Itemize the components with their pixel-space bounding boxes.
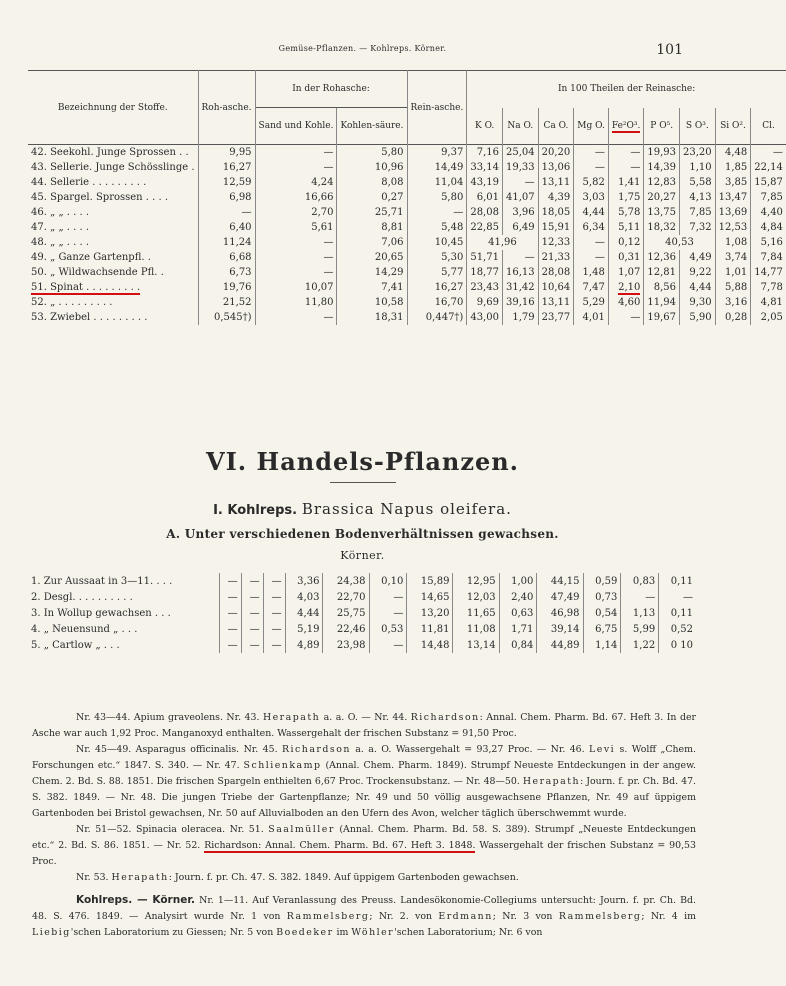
- table-cell: 4,84: [751, 220, 786, 235]
- table-cell: 2,05: [751, 310, 786, 325]
- table-cell: 22,14: [751, 160, 786, 175]
- table-row: [28, 310, 786, 325]
- table-cell: 41,96: [467, 235, 538, 250]
- table-cell: 10,58: [337, 295, 407, 310]
- table-cell: 25,04: [502, 145, 538, 161]
- col-cl-header: Cl.: [751, 108, 786, 145]
- table-cell: 2,40: [499, 589, 537, 605]
- table-cell: 4,24: [255, 175, 337, 190]
- table-cell: 5,90: [680, 310, 716, 325]
- table-row: [28, 265, 786, 280]
- table-cell: 1,48: [574, 265, 609, 280]
- row-label: 3. In Wollup gewachsen . . .: [31, 607, 171, 619]
- table-cell: 7,06: [337, 235, 407, 250]
- table-cell: 4,40: [751, 205, 786, 220]
- table-cell: 1,75: [608, 190, 644, 205]
- table-cell: 6,01: [467, 190, 503, 205]
- table-cell: 10,45: [407, 235, 467, 250]
- table-cell: 12,83: [644, 175, 680, 190]
- table-cell: 4,60: [608, 295, 644, 310]
- row-label: 49. „ Ganze Gartenpfl. .: [31, 252, 151, 263]
- table-cell: 33,14: [467, 160, 503, 175]
- note-51-52: Nr. 51—52. Spinacia oleracea. Nr. 51. Saalmüller (Annal. Chem. Pharm. Bd. 58. S. 389). Strumpf „Neueste Entdeckungen etc.“ 2. Bd. S. 86. 1851. — Nr. 52. Richardson: Annal. Chem. Pharm. Bd. 67. Heft 3. 1848. Wassergehalt der frischen Substanz = 90,53 Proc.: [32, 824, 696, 867]
- col-po5-header: P O⁵.: [644, 108, 680, 145]
- table-row: [28, 637, 696, 653]
- table-cell: 5,82: [574, 175, 609, 190]
- table-cell: 44,15: [537, 573, 583, 589]
- table-cell: 6,98: [198, 190, 255, 205]
- table-cell: 5,58: [680, 175, 716, 190]
- table-cell: [608, 280, 644, 295]
- table-row: [28, 280, 786, 295]
- table-cell: 43,19: [467, 175, 503, 190]
- table-cell: —: [574, 145, 609, 161]
- table-cell: 4,39: [538, 190, 574, 205]
- table-cell: 0,59: [583, 573, 621, 589]
- table-row: [28, 573, 696, 589]
- table-cell: 22,46: [323, 621, 369, 637]
- table-cell: 14,39: [644, 160, 680, 175]
- row-label: 1. Zur Aussaat in 3—11. . . .: [31, 575, 173, 587]
- table-cell: 43,00: [467, 310, 503, 325]
- table-cell: 8,56: [644, 280, 680, 295]
- table-cell: 5,88: [715, 280, 751, 295]
- table-cell: —: [241, 573, 263, 589]
- table-cell: 7,16: [467, 145, 503, 161]
- note-45-49: Nr. 45—49. Asparagus officinalis. Nr. 45. Richardson a. a. O. Wassergehalt = 93,27 Proc. — Nr. 46. Levi s. Wolff „Chem. Forschungen etc.“ 1847. S. 340. — Nr. 47. Schlienkamp (Annal. Chem. Pharm. 1849). Strumpf Neueste Entdeckungen in der angew. Chem. 2. Bd. S. 88. 1851. Die frischen Spargeln enthielten 6,67 Proc. Trockensubstanz. — Nr. 48—50. Herapath: Journ. f. pr. Ch. Bd. 47. S. 382. 1849. — Nr. 48. Die jungen Triebe der Gartenpflanze; Nr. 49 und 50 völlig ausgewachsene Pflanzen, Nr. 49 auf üppigem Gartenboden bei Bristol gewachsen, Nr. 50 auf Alluvialboden an den Ufern des Avon, welcher täglich überschwemmt wurde.: [32, 744, 697, 819]
- table-cell: 12,53: [715, 220, 751, 235]
- table-cell: 20,65: [337, 250, 407, 265]
- row-label: 4. „ Neuensund „ . . .: [31, 623, 138, 635]
- table-cell: 1,41: [608, 175, 644, 190]
- title-rule: [330, 482, 396, 483]
- table-cell: 20,20: [538, 145, 574, 161]
- table-cell: 7,85: [680, 205, 716, 220]
- table-cell: 3,03: [574, 190, 609, 205]
- col-rein-header: Rein-asche.: [407, 71, 467, 145]
- table-cell: 5,80: [337, 145, 407, 161]
- table-cell: 12,81: [644, 265, 680, 280]
- table-cell: 0,53: [369, 621, 407, 637]
- table-cell: —: [407, 205, 467, 220]
- table-cell: —: [219, 621, 241, 637]
- table-cell: —: [369, 589, 407, 605]
- table-cell: 5,80: [407, 190, 467, 205]
- table-cell: —: [574, 250, 609, 265]
- table-cell: 0 10: [659, 637, 696, 653]
- table-cell: 4,81: [751, 295, 786, 310]
- table-cell: 1,08: [715, 235, 751, 250]
- table-cell: —: [255, 145, 337, 161]
- table-cell: 3,74: [715, 250, 751, 265]
- table-cell: —: [369, 605, 407, 621]
- table-cell: —: [241, 589, 263, 605]
- table-cell: —: [255, 265, 337, 280]
- table-row: [28, 190, 786, 205]
- col-label-header: Bezeichnung der Stoffe.: [57, 102, 168, 113]
- table-cell: 13,20: [407, 605, 453, 621]
- table-row: [28, 145, 786, 161]
- table-cell: 1,79: [502, 310, 538, 325]
- table-cell: —: [255, 250, 337, 265]
- table-cell: 13,14: [453, 637, 499, 653]
- table-cell: 8,81: [337, 220, 407, 235]
- table-cell: —: [574, 235, 609, 250]
- table-cell: —: [241, 605, 263, 621]
- table-cell: 1,10: [680, 160, 716, 175]
- table-cell: 0,545†): [198, 310, 255, 325]
- table-cell: 1,07: [608, 265, 644, 280]
- table-cell: 14,65: [407, 589, 453, 605]
- table-cell: 12,59: [198, 175, 255, 190]
- section-title: VI. Handels-Pflanzen.: [205, 447, 520, 476]
- row-label: 47. „ „ . . . .: [31, 222, 90, 233]
- table-cell: 5,29: [574, 295, 609, 310]
- table-cell: 3,36: [285, 573, 323, 589]
- table-cell: 19,67: [644, 310, 680, 325]
- table-cell: 41,07: [502, 190, 538, 205]
- table-cell: 10,07: [255, 280, 337, 295]
- table-row: [28, 621, 696, 637]
- table-cell: 21,33: [538, 250, 574, 265]
- table-cell: 5,19: [285, 621, 323, 637]
- table-cell: 51,71: [467, 250, 503, 265]
- table-cell: 22,70: [323, 589, 369, 605]
- table-cell: 4,13: [680, 190, 716, 205]
- table-cell: 7,78: [751, 280, 786, 295]
- table-cell: 23,43: [467, 280, 503, 295]
- table-cell: 11,24: [198, 235, 255, 250]
- table-cell: 6,68: [198, 250, 255, 265]
- table-cell: 11,65: [453, 605, 499, 621]
- table-cell: —: [255, 235, 337, 250]
- col-so3-header: S O³.: [680, 108, 716, 145]
- col-in-der-header: In der Rohasche:: [255, 71, 407, 108]
- table-cell: 9,95: [198, 145, 255, 161]
- table-cell: 9,69: [467, 295, 503, 310]
- table-cell: 19,76: [198, 280, 255, 295]
- table-cell: —: [502, 175, 538, 190]
- col-in100-header: In 100 Theilen der Reinasche:: [467, 71, 786, 108]
- table-cell: 1,01: [715, 265, 751, 280]
- ash-analysis-table: [28, 70, 786, 325]
- table-row: [28, 160, 786, 175]
- col-nao-header: Na O.: [502, 108, 538, 145]
- subsection-title: [0, 500, 725, 518]
- table-cell: —: [219, 573, 241, 589]
- table-cell: 0,11: [659, 573, 696, 589]
- kohlreps-table: [28, 573, 696, 653]
- table-cell: 31,42: [502, 280, 538, 295]
- table-cell: 12,33: [538, 235, 574, 250]
- table-cell: 7,32: [680, 220, 716, 235]
- table-cell: 5,99: [621, 621, 659, 637]
- table-row: [28, 295, 786, 310]
- col-fe2o3-header: Fe²O³.: [611, 120, 641, 131]
- table-cell: 0,11: [659, 605, 696, 621]
- page-number: 101: [656, 42, 683, 58]
- table-cell: 22,85: [467, 220, 503, 235]
- table-cell: 10,96: [337, 160, 407, 175]
- table-cell: 46,98: [537, 605, 583, 621]
- row-label: 42. Seekohl. Junge Sprossen . .: [31, 147, 189, 158]
- table-cell: 0,63: [499, 605, 537, 621]
- table-cell: 0,27: [337, 190, 407, 205]
- table-cell: 39,14: [537, 621, 583, 637]
- table-cell: —: [263, 573, 285, 589]
- table-cell: 18,32: [644, 220, 680, 235]
- table-cell: 9,30: [680, 295, 716, 310]
- table-cell: 44,89: [537, 637, 583, 653]
- table-cell: 4,48: [715, 145, 751, 161]
- table-cell: 21,52: [198, 295, 255, 310]
- table-cell: 10,64: [538, 280, 574, 295]
- table-cell: 14,48: [407, 637, 453, 653]
- running-header: Gemüse-Pflanzen. — Kohlreps. Körner.: [278, 44, 447, 53]
- table-cell: 18,77: [467, 265, 503, 280]
- table-cell: 19,33: [502, 160, 538, 175]
- table-row: [28, 175, 786, 190]
- row-label: 46. „ „ . . . .: [31, 207, 90, 218]
- table-cell: 16,27: [198, 160, 255, 175]
- table-cell: 11,81: [407, 621, 453, 637]
- table-cell: —: [219, 589, 241, 605]
- row-label: 44. Sellerie . . . . . . . . .: [31, 177, 147, 188]
- table-cell: 6,75: [583, 621, 621, 637]
- table-cell: 0,447†): [407, 310, 467, 325]
- table-cell: 15,87: [751, 175, 786, 190]
- table-cell: 7,84: [751, 250, 786, 265]
- table-cell: —: [608, 310, 644, 325]
- table-cell: 13,69: [715, 205, 751, 220]
- table-cell: 13,75: [644, 205, 680, 220]
- subsection-subtitle: A. Unter verschiedenen Bodenverhältnissen gewachsen.: [166, 527, 559, 541]
- table-cell: —: [198, 205, 255, 220]
- table-cell: 6,73: [198, 265, 255, 280]
- table-cell: 1,00: [499, 573, 537, 589]
- table-cell: 11,08: [453, 621, 499, 637]
- table-cell: —: [255, 160, 337, 175]
- col-ko-header: K O.: [467, 108, 503, 145]
- table-cell: 1,85: [715, 160, 751, 175]
- row-label: 43. Sellerie. Junge Schösslinge .: [31, 162, 195, 173]
- table-cell: 1,14: [583, 637, 621, 653]
- subsection-koerner: Körner.: [340, 549, 385, 562]
- table-cell: 40,53: [644, 235, 715, 250]
- table-cell: 6,49: [502, 220, 538, 235]
- table-cell: 4,44: [574, 205, 609, 220]
- table-cell: —: [263, 589, 285, 605]
- col-sio2-header: Si O².: [715, 108, 751, 145]
- table-cell: 28,08: [467, 205, 503, 220]
- table-cell: 6,34: [574, 220, 609, 235]
- table-cell: —: [608, 160, 644, 175]
- table-cell: 1,13: [621, 605, 659, 621]
- table-cell: 14,29: [337, 265, 407, 280]
- table-cell: 18,05: [538, 205, 574, 220]
- table-cell: 0,12: [608, 235, 644, 250]
- table-cell: 3,85: [715, 175, 751, 190]
- table-cell: 23,20: [680, 145, 716, 161]
- row-label: 50. „ Wildwachsende Pfl. .: [31, 267, 164, 278]
- table-cell: 12,36: [644, 250, 680, 265]
- table-cell: 12,95: [453, 573, 499, 589]
- note-kohlreps: Kohlreps. — Körner. Nr. 1—11. Auf Veranlassung des Preuss. Landesökonomie-Collegiums untersucht: Journ. f. pr. Ch. Bd. 48. S. 476. 1849. — Analysirt wurde Nr. 1 von Rammelsberg; Nr. 2. von Erdmann; Nr. 3 von Rammelsberg; Nr. 4 im Liebig'schen Laboratorium zu Giessen; Nr. 5 von Boedeker im Wöhler'schen Laboratorium; Nr. 6 von: [32, 894, 696, 938]
- row-label: 45. Spargel. Sprossen . . . .: [31, 192, 169, 203]
- table-cell: —: [263, 621, 285, 637]
- table-cell: 25,71: [337, 205, 407, 220]
- table-cell: 0,52: [659, 621, 696, 637]
- table-cell: 5,30: [407, 250, 467, 265]
- table-cell: 4,89: [285, 637, 323, 653]
- table-cell: 23,98: [323, 637, 369, 653]
- table-cell: 4,03: [285, 589, 323, 605]
- table-cell: 20,27: [644, 190, 680, 205]
- table-cell: 28,08: [538, 265, 574, 280]
- table-cell: 25,75: [323, 605, 369, 621]
- col-mgo-header: Mg O.: [574, 108, 609, 145]
- table-cell: 12,03: [453, 589, 499, 605]
- note-43-44: Nr. 43—44. Apium graveolens. Nr. 43. Herapath a. a. O. — Nr. 44. Richardson: Annal. Chem. Pharm. Bd. 67. Heft 3. In der Asche war auch 1,92 Proc. Manganoxyd enthalten. Wassergehalt der frischen Substanz = 91,50 Proc.: [32, 712, 696, 739]
- table-cell: 0,84: [499, 637, 537, 653]
- table-cell: 6,40: [198, 220, 255, 235]
- table-cell: 7,85: [751, 190, 786, 205]
- table-cell: 3,16: [715, 295, 751, 310]
- table-cell: 7,47: [574, 280, 609, 295]
- table-cell: —: [263, 605, 285, 621]
- table-row: [28, 220, 786, 235]
- table-cell: 4,49: [680, 250, 716, 265]
- table-cell: 13,11: [538, 295, 574, 310]
- table-cell: 0,83: [621, 573, 659, 589]
- table-cell: 18,31: [337, 310, 407, 325]
- table-cell: 16,13: [502, 265, 538, 280]
- table-cell: 47,49: [537, 589, 583, 605]
- table-cell: —: [241, 621, 263, 637]
- row-label: 51. Spinat . . . . . . . . .: [31, 282, 141, 293]
- table-cell: 11,94: [644, 295, 680, 310]
- table-cell: 9,22: [680, 265, 716, 280]
- table-cell: —: [659, 589, 696, 605]
- table-cell: 5,78: [608, 205, 644, 220]
- row-label: 53. Zwiebel . . . . . . . . .: [31, 312, 148, 323]
- table-row: [28, 235, 786, 250]
- spinat-fe2o3-value: 2,10: [618, 282, 641, 293]
- table-cell: 0,28: [715, 310, 751, 325]
- table-cell: 24,38: [323, 573, 369, 589]
- table-cell: 0,10: [369, 573, 407, 589]
- table-cell: 13,11: [538, 175, 574, 190]
- table-cell: 9,37: [407, 145, 467, 161]
- table-cell: 4,01: [574, 310, 609, 325]
- table-cell: —: [263, 637, 285, 653]
- col-roh-header: Roh-asche.: [198, 71, 255, 145]
- richardson-citation: Richardson: Annal. Chem. Pharm. Bd. 67. Heft 3. 1848.: [204, 840, 476, 851]
- table-cell: —: [502, 250, 538, 265]
- note-53: Nr. 53. Herapath: Journ. f. pr. Ch. 47. S. 382. 1849. Auf üppigem Gartenboden gewachsen.: [76, 872, 519, 883]
- table-cell: 15,89: [407, 573, 453, 589]
- table-cell: 11,80: [255, 295, 337, 310]
- table-row: [28, 250, 786, 265]
- table-cell: —: [369, 637, 407, 653]
- row-label: 48. „ „ . . . .: [31, 237, 90, 248]
- table-cell: 4,44: [680, 280, 716, 295]
- footnotes: [32, 710, 696, 941]
- latin-name: Brassica Napus oleifera.: [301, 500, 512, 518]
- table-cell: 39,16: [502, 295, 538, 310]
- table-cell: —: [574, 160, 609, 175]
- table-cell: 11,04: [407, 175, 467, 190]
- table-cell: 15,91: [538, 220, 574, 235]
- table-cell: 7,41: [337, 280, 407, 295]
- subsection-number: I. Kohlreps.: [213, 503, 298, 518]
- table-cell: 0,54: [583, 605, 621, 621]
- table-cell: 5,61: [255, 220, 337, 235]
- table-cell: 0,73: [583, 589, 621, 605]
- table-cell: 5,11: [608, 220, 644, 235]
- col-kohlen-header: Kohlen-säure.: [337, 108, 407, 145]
- table-cell: —: [608, 145, 644, 161]
- row-label: 2. Desgl. . . . . . . . . .: [31, 591, 133, 603]
- row-label: 52. „ . . . . . . . . .: [31, 297, 113, 308]
- row-label: 5. „ Cartlow „ . . .: [31, 639, 120, 651]
- table-cell: —: [621, 589, 659, 605]
- table-cell: 1,71: [499, 621, 537, 637]
- table-cell: 13,47: [715, 190, 751, 205]
- table-cell: 4,44: [285, 605, 323, 621]
- table-cell: 19,93: [644, 145, 680, 161]
- table-cell: 23,77: [538, 310, 574, 325]
- table-cell: 14,77: [751, 265, 786, 280]
- table-cell: 16,70: [407, 295, 467, 310]
- table-cell: 1,22: [621, 637, 659, 653]
- table-cell: 14,49: [407, 160, 467, 175]
- col-sand-header: Sand und Kohle.: [255, 108, 337, 145]
- table-cell: —: [751, 145, 786, 161]
- table-row: [28, 205, 786, 220]
- table-row: [28, 589, 696, 605]
- table-cell: 3,96: [502, 205, 538, 220]
- col-cao-header: Ca O.: [538, 108, 574, 145]
- table-cell: 5,48: [407, 220, 467, 235]
- table-cell: —: [241, 637, 263, 653]
- table-cell: 8,08: [337, 175, 407, 190]
- table-cell: —: [219, 605, 241, 621]
- table-cell: 16,27: [407, 280, 467, 295]
- table-cell: 16,66: [255, 190, 337, 205]
- table-cell: 0,31: [608, 250, 644, 265]
- table-cell: —: [219, 637, 241, 653]
- table-row: [28, 605, 696, 621]
- table-cell: —: [255, 310, 337, 325]
- table-cell: 5,77: [407, 265, 467, 280]
- table-cell: 13,06: [538, 160, 574, 175]
- table-cell: 5,16: [751, 235, 786, 250]
- table-cell: 2,70: [255, 205, 337, 220]
